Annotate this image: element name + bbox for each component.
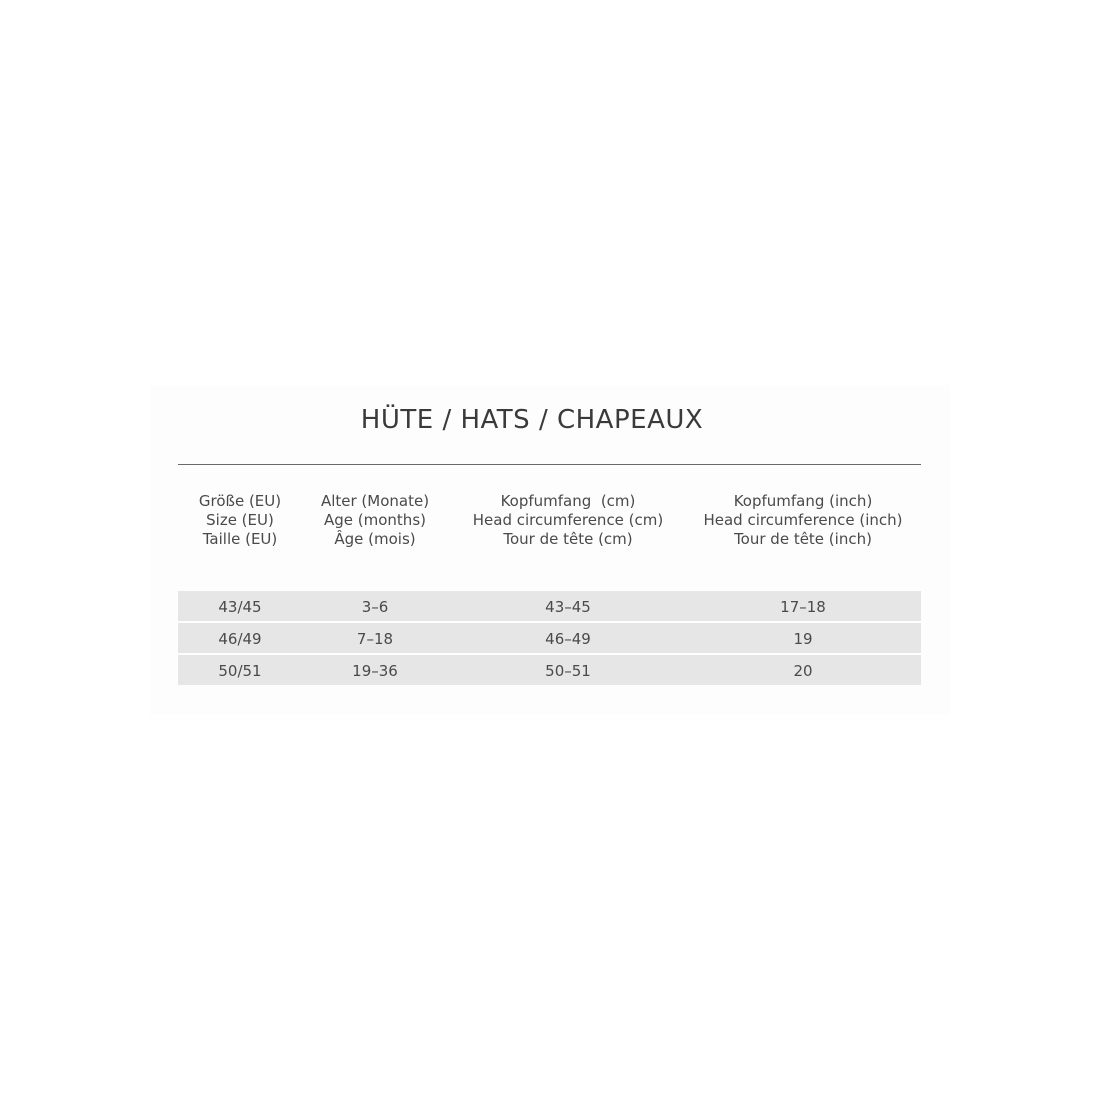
cell-age: 3–6 [361,598,389,616]
header-age [312,492,438,549]
header-size-fr: Taille (EU) [202,530,278,548]
cell-age: 19–36 [352,662,398,680]
header-age-en: Age (months) [324,511,426,529]
cell-head-inch: 20 [793,662,813,680]
cell-head-cm: 50–51 [545,662,591,680]
header-head-inch-de: Kopfumfang (inch) [733,492,873,510]
header-size [178,492,302,549]
chart-title: HÜTE / HATS / CHAPEAUX [360,405,704,435]
table-row [178,655,921,685]
cell-head-cm: 46–49 [545,630,591,648]
table-row [178,591,921,621]
header-head-cm-de: Kopfumfang (cm) [500,492,636,510]
header-head-cm-en: Head circumference (cm) [472,511,664,529]
cell-head-cm: 43–45 [545,598,591,616]
cell-size: 46/49 [218,630,262,648]
header-size-en: Size (EU) [206,511,274,529]
title-divider [178,464,921,465]
header-age-fr: Âge (mois) [334,530,416,548]
cell-size: 43/45 [218,598,262,616]
header-head-inch-fr: Tour de tête (inch) [734,530,872,548]
cell-head-inch: 17–18 [780,598,826,616]
table-row [178,623,921,653]
cell-size: 50/51 [218,662,262,680]
header-age-de: Alter (Monate) [320,492,430,510]
header-head-inch [698,492,908,549]
header-size-de: Größe (EU) [198,492,282,510]
cell-head-inch: 19 [793,630,813,648]
header-head-cm-fr: Tour de tête (cm) [503,530,633,548]
header-head-cm [468,492,668,549]
cell-age: 7–18 [356,630,394,648]
header-head-inch-en: Head circumference (inch) [703,511,903,529]
